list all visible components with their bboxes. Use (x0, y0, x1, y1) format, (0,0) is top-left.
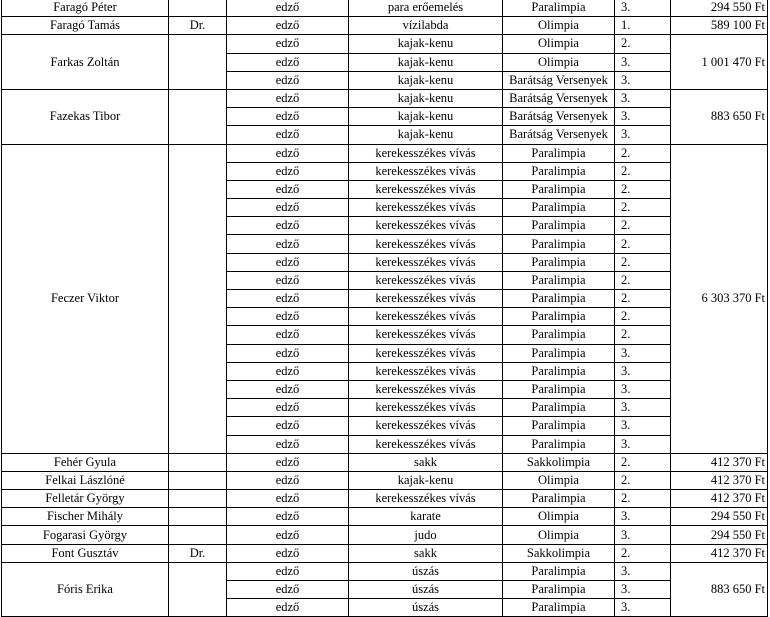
place-cell: 3. (615, 53, 671, 71)
sport-cell: kerekesszékes vívás (349, 217, 503, 235)
role-cell: edző (227, 453, 349, 471)
event-cell: Sakkolimpia (503, 453, 615, 471)
event-cell: Paralimpia (503, 362, 615, 380)
sport-cell: kerekesszékes vívás (349, 308, 503, 326)
place-cell: 3. (615, 526, 671, 544)
role-cell: edző (227, 53, 349, 71)
amount-cell: 1 001 470 Ft (671, 35, 768, 90)
role-cell: edző (227, 235, 349, 253)
role-cell: edző (227, 180, 349, 198)
role-cell: edző (227, 253, 349, 271)
event-cell: Olimpia (503, 53, 615, 71)
person-title-cell (169, 471, 227, 489)
event-cell: Paralimpia (503, 290, 615, 308)
amount-cell: 412 370 Ft (671, 544, 768, 562)
sport-cell: vízilabda (349, 17, 503, 35)
person-name-cell: Fogarasi György (2, 526, 169, 544)
person-name-cell: Fehér Gyula (2, 453, 169, 471)
table-row (2, 144, 768, 162)
sport-cell: kerekesszékes vívás (349, 344, 503, 362)
amount-cell: 294 550 Ft (671, 526, 768, 544)
role-cell: edző (227, 490, 349, 508)
place-cell: 2. (615, 199, 671, 217)
event-cell: Paralimpia (503, 490, 615, 508)
amount-cell: 294 550 Ft (671, 0, 768, 17)
role-cell: edző (227, 35, 349, 53)
sport-cell: úszás (349, 599, 503, 617)
role-cell: edző (227, 326, 349, 344)
sport-cell: kajak-kenu (349, 89, 503, 107)
role-cell: edző (227, 71, 349, 89)
event-cell: Paralimpia (503, 271, 615, 289)
bonus-table (1, 0, 768, 617)
sport-cell: sakk (349, 544, 503, 562)
event-cell: Barátság Versenyek (503, 126, 615, 144)
amount-cell: 412 370 Ft (671, 453, 768, 471)
person-title-cell (169, 526, 227, 544)
place-cell: 2. (615, 217, 671, 235)
role-cell: edző (227, 544, 349, 562)
place-cell: 1. (615, 17, 671, 35)
place-cell: 3. (615, 562, 671, 580)
sport-cell: kerekesszékes vívás (349, 253, 503, 271)
place-cell: 3. (615, 581, 671, 599)
sport-cell: kerekesszékes vívás (349, 490, 503, 508)
table-row (2, 35, 768, 53)
place-cell: 3. (615, 399, 671, 417)
role-cell: edző (227, 271, 349, 289)
event-cell: Paralimpia (503, 253, 615, 271)
event-cell: Paralimpia (503, 217, 615, 235)
event-cell: Paralimpia (503, 199, 615, 217)
role-cell: edző (227, 126, 349, 144)
sport-cell: kajak-kenu (349, 71, 503, 89)
table-row (2, 526, 768, 544)
role-cell: edző (227, 380, 349, 398)
sport-cell: kajak-kenu (349, 53, 503, 71)
place-cell: 3. (615, 599, 671, 617)
amount-cell: 883 650 Ft (671, 562, 768, 617)
person-name-cell: Font Gusztáv (2, 544, 169, 562)
role-cell: edző (227, 362, 349, 380)
place-cell: 2. (615, 290, 671, 308)
role-cell: edző (227, 562, 349, 580)
person-name-cell: Farkas Zoltán (2, 35, 169, 90)
event-cell: Paralimpia (503, 380, 615, 398)
event-cell: Paralimpia (503, 399, 615, 417)
event-cell: Sakkolimpia (503, 544, 615, 562)
role-cell: edző (227, 290, 349, 308)
sport-cell: sakk (349, 453, 503, 471)
person-title-cell: Dr. (169, 544, 227, 562)
sport-cell: kerekesszékes vívás (349, 399, 503, 417)
place-cell: 2. (615, 453, 671, 471)
person-name-cell: Fazekas Tibor (2, 89, 169, 144)
amount-cell: 589 100 Ft (671, 17, 768, 35)
place-cell: 3. (615, 417, 671, 435)
event-cell: Paralimpia (503, 344, 615, 362)
person-name-cell: Faragó Tamás (2, 17, 169, 35)
amount-cell: 294 550 Ft (671, 508, 768, 526)
event-cell: Paralimpia (503, 599, 615, 617)
event-cell: Paralimpia (503, 308, 615, 326)
table-row (2, 562, 768, 580)
sport-cell: úszás (349, 562, 503, 580)
table-body (2, 0, 768, 617)
person-name-cell: Felletár György (2, 490, 169, 508)
place-cell: 2. (615, 471, 671, 489)
place-cell: 3. (615, 71, 671, 89)
event-cell: Paralimpia (503, 326, 615, 344)
role-cell: edző (227, 526, 349, 544)
place-cell: 2. (615, 253, 671, 271)
person-title-cell (169, 562, 227, 617)
event-cell: Barátság Versenyek (503, 71, 615, 89)
table-row (2, 544, 768, 562)
table-row (2, 0, 768, 17)
sport-cell: para erőemelés (349, 0, 503, 17)
role-cell: edző (227, 0, 349, 17)
person-name-cell: Feczer Viktor (2, 144, 169, 453)
event-cell: Paralimpia (503, 235, 615, 253)
table-row (2, 17, 768, 35)
amount-cell: 883 650 Ft (671, 89, 768, 144)
person-name-cell: Felkai Lászlóné (2, 471, 169, 489)
place-cell: 3. (615, 344, 671, 362)
event-cell: Paralimpia (503, 562, 615, 580)
place-cell: 2. (615, 271, 671, 289)
sport-cell: kerekesszékes vívás (349, 362, 503, 380)
role-cell: edző (227, 417, 349, 435)
event-cell: Paralimpia (503, 0, 615, 17)
role-cell: edző (227, 144, 349, 162)
role-cell: edző (227, 308, 349, 326)
place-cell: 2. (615, 180, 671, 198)
place-cell: 2. (615, 144, 671, 162)
role-cell: edző (227, 399, 349, 417)
event-cell: Barátság Versenyek (503, 89, 615, 107)
place-cell: 2. (615, 162, 671, 180)
sport-cell: úszás (349, 581, 503, 599)
sport-cell: kerekesszékes vívás (349, 144, 503, 162)
place-cell: 3. (615, 380, 671, 398)
place-cell: 2. (615, 326, 671, 344)
place-cell: 2. (615, 35, 671, 53)
role-cell: edző (227, 471, 349, 489)
place-cell: 2. (615, 235, 671, 253)
role-cell: edző (227, 217, 349, 235)
event-cell: Paralimpia (503, 144, 615, 162)
sport-cell: kajak-kenu (349, 471, 503, 489)
person-title-cell (169, 0, 227, 17)
sport-cell: judo (349, 526, 503, 544)
person-title-cell: Dr. (169, 17, 227, 35)
sport-cell: kajak-kenu (349, 108, 503, 126)
event-cell: Olimpia (503, 508, 615, 526)
role-cell: edző (227, 199, 349, 217)
person-title-cell (169, 453, 227, 471)
event-cell: Olimpia (503, 471, 615, 489)
place-cell: 2. (615, 544, 671, 562)
sport-cell: kerekesszékes vívás (349, 235, 503, 253)
table-row (2, 453, 768, 471)
sport-cell: kerekesszékes vívás (349, 162, 503, 180)
sport-cell: kerekesszékes vívás (349, 380, 503, 398)
role-cell: edző (227, 581, 349, 599)
sport-cell: kajak-kenu (349, 35, 503, 53)
role-cell: edző (227, 599, 349, 617)
sport-cell: kerekesszékes vívás (349, 199, 503, 217)
sport-cell: karate (349, 508, 503, 526)
amount-cell: 412 370 Ft (671, 490, 768, 508)
sport-cell: kerekesszékes vívás (349, 435, 503, 453)
role-cell: edző (227, 108, 349, 126)
role-cell: edző (227, 89, 349, 107)
place-cell: 3. (615, 435, 671, 453)
person-title-cell (169, 490, 227, 508)
person-name-cell: Fóris Erika (2, 562, 169, 617)
event-cell: Barátság Versenyek (503, 108, 615, 126)
place-cell: 2. (615, 490, 671, 508)
table-row (2, 490, 768, 508)
place-cell: 2. (615, 308, 671, 326)
sport-cell: kerekesszékes vívás (349, 271, 503, 289)
role-cell: edző (227, 508, 349, 526)
event-cell: Olimpia (503, 17, 615, 35)
event-cell: Paralimpia (503, 417, 615, 435)
person-title-cell (169, 508, 227, 526)
place-cell: 3. (615, 508, 671, 526)
event-cell: Olimpia (503, 35, 615, 53)
person-name-cell: Fischer Mihály (2, 508, 169, 526)
sport-cell: kerekesszékes vívás (349, 326, 503, 344)
sport-cell: kerekesszékes vívás (349, 290, 503, 308)
role-cell: edző (227, 435, 349, 453)
role-cell: edző (227, 344, 349, 362)
amount-cell: 6 303 370 Ft (671, 144, 768, 453)
person-title-cell (169, 35, 227, 90)
place-cell: 3. (615, 0, 671, 17)
person-title-cell (169, 89, 227, 144)
place-cell: 3. (615, 108, 671, 126)
sport-cell: kerekesszékes vívás (349, 180, 503, 198)
table-row (2, 89, 768, 107)
person-name-cell: Faragó Péter (2, 0, 169, 17)
event-cell: Paralimpia (503, 162, 615, 180)
table-row (2, 508, 768, 526)
role-cell: edző (227, 17, 349, 35)
event-cell: Olimpia (503, 526, 615, 544)
event-cell: Paralimpia (503, 180, 615, 198)
table-row (2, 471, 768, 489)
person-title-cell (169, 144, 227, 453)
sport-cell: kajak-kenu (349, 126, 503, 144)
place-cell: 3. (615, 126, 671, 144)
amount-cell: 412 370 Ft (671, 471, 768, 489)
event-cell: Paralimpia (503, 435, 615, 453)
place-cell: 3. (615, 362, 671, 380)
place-cell: 3. (615, 89, 671, 107)
sport-cell: kerekesszékes vívás (349, 417, 503, 435)
event-cell: Paralimpia (503, 581, 615, 599)
role-cell: edző (227, 162, 349, 180)
